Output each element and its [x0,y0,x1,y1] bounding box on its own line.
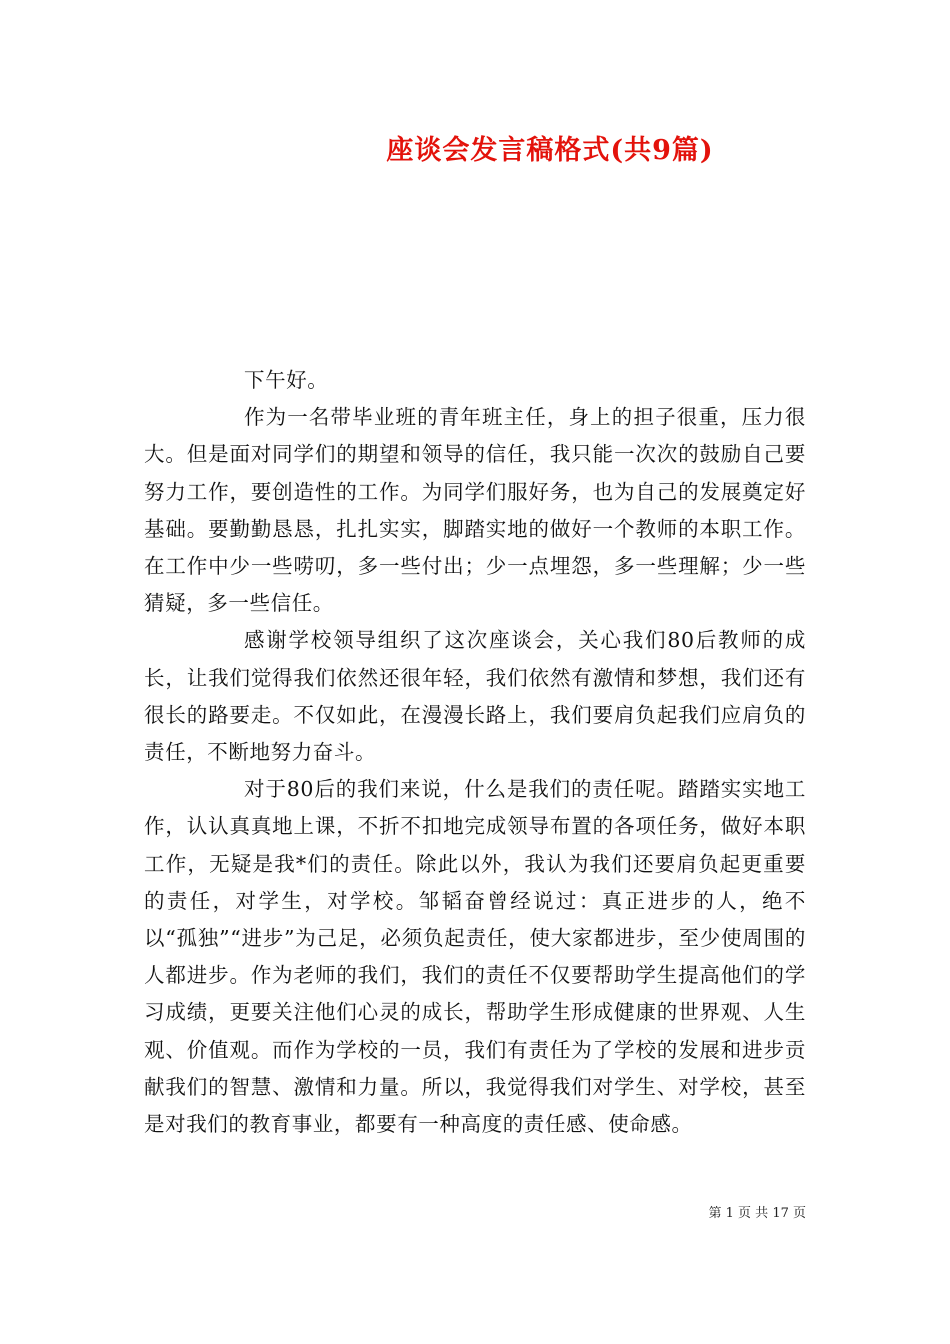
document-body [144,362,806,1143]
document-title: 座谈会发言稿格式(共9篇) [386,135,714,166]
paragraph-greeting: 下午好。 [244,368,329,392]
paragraph: 对于80后的我们来说，什么是我们的责任呢。踏踏实实地工作，认认真真地上课，不折不扣地完成领导布置的各项任务，做好本职工作，无疑是我*们的责任。除此以外，我认为我们还要肩负起更重要的责任，对学生，对学校。邹韬奋曾经说过：真正进步的人，绝不以“孤独”“进步”为己足，必须负起责任，使大家都进步，至少使周围的人都进步。作为老师的我们，我们的责任不仅要帮助学生提高他们的学习成绩，更要关注他们心灵的成长，帮助学生形成健康的世界观、人生观、价值观。而作为学校的一员，我们有责任为了学校的发展和进步贡献我们的智慧、激情和力量。所以，我觉得我们对学生、对学校，甚至是对我们的教育事业，都要有一种高度的责任感、使命感。 [144,777,806,1137]
page-number: 第 1 页 共 17 页 [708,1206,806,1221]
paragraph: 作为一名带毕业班的青年班主任，身上的担子很重，压力很大。但是面对同学们的期望和领导的信任，我只能一次次的鼓励自己要努力工作，要创造性的工作。为同学们服好务，也为自己的发展奠定好基础。要勤勤恳恳，扎扎实实，脚踏实地的做好一个教师的本职工作。在工作中少一些唠叨，多一些付出；少一点埋怨，多一些理解；少一些猜疑，多一些信任。 [144,405,806,616]
paragraph: 感谢学校领导组织了这次座谈会，关心我们80后教师的成长，让我们觉得我们依然还很年轻，我们依然有激情和梦想，我们还有很长的路要走。不仅如此，在漫漫长路上，我们要肩负起我们应肩负的责任，不断地努力奋斗。 [144,628,806,765]
